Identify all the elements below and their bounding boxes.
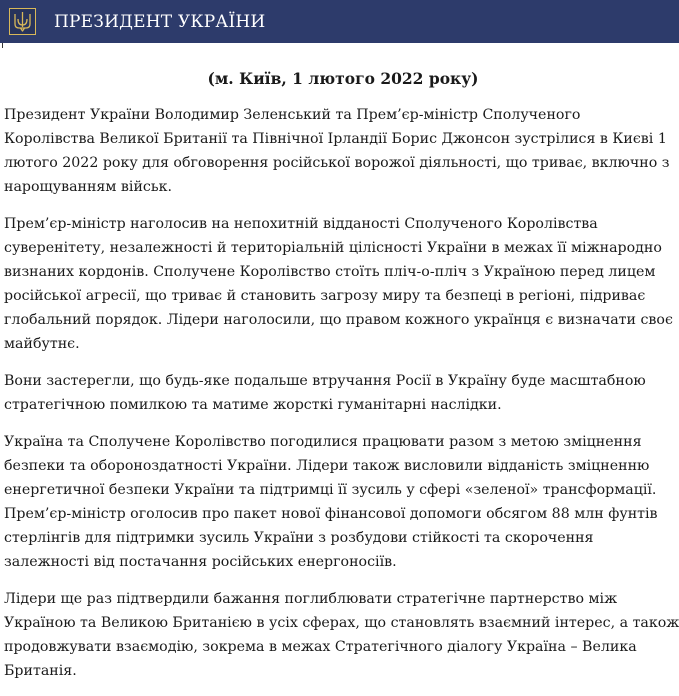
paragraph-line: Лідери ще раз підтвердили бажання поглиблювати стратегічне партнерство між [4,591,618,607]
paragraph-line: безпеки та обороноздатності України. Лідери також висловили відданість зміцненню [4,458,650,474]
paragraph-line: продовжувати взаємодію, зокрема в межах Стратегічного діалогу Україна – Велика [4,639,637,655]
paragraph-line: Вони застерегли, що будь-яке подальше втручання Росії в Україну буде масштабною [4,373,646,389]
paragraph-line: Президент України Володимир Зеленський та Прем’єр-міністр Сполученого [4,107,581,123]
article-date-line: (м. Київ, 1 лютого 2022 року) [207,69,479,88]
article-paragraph-2 [4,212,676,356]
paragraph-line: залежності від постачання російських енергоносіїв. [4,554,397,570]
paragraph-line: стерлінгів для підтримки зусиль України з розбудови стійкості та скорочення [4,530,594,546]
paragraph-line: стратегічною помилкою та матиме жорсткі гуманітарні наслідки. [4,397,502,413]
article-paragraph-4 [4,430,676,574]
trident-icon-graphic [13,11,32,32]
article-paragraph-3 [4,369,676,417]
paragraph-line: визнаних кордонів. Сполучене Королівство стоїть пліч-о-пліч з Україною перед лицем [4,264,656,280]
paragraph-line: Королівства Великої Британії та Північної Ірландії Борис Джонсон зустрілися в Києві 1 [4,131,667,147]
paragraph-line: Прем’єр-міністр наголосив на непохитній відданості Сполученого Королівства [4,216,598,232]
site-header [0,0,679,43]
paragraph-line: енергетичної безпеки України та підтримці її зусиль у сфері «зеленої» трансформації. [4,482,657,498]
paragraph-line: глобальний порядок. Лідери наголосили, що правом кожного українця є визначати своє [4,312,673,328]
trident-icon[interactable] [9,8,36,35]
divider [2,43,3,48]
paragraph-line: суверенітету, незалежності й територіальній цілісності України в межах її міжнародно [4,240,662,256]
paragraph-line: нарощуванням військ. [4,179,172,195]
article-paragraph-1 [4,103,676,199]
paragraph-line: російської агресії, що триває й становить загрозу миру та безпеці в регіоні, підриває [4,288,646,304]
paragraph-line: Британія. [4,663,77,679]
paragraph-line: Україною та Великою Британією в усіх сферах, що становлять взаємний інтерес, а також [4,615,679,631]
article-paragraph-5 [4,587,679,683]
site-title[interactable]: ПРЕЗИДЕНТ УКРАЇНИ [54,11,266,32]
paragraph-line: лютого 2022 року для обговорення російської ворожої діяльності, що триває, включно з [4,155,670,171]
paragraph-line: Прем’єр-міністр оголосив про пакет нової фінансової допомоги обсягом 88 млн фунтів [4,506,658,522]
article-body [4,67,679,696]
paragraph-line: Україна та Сполучене Королівство погодилися працювати разом з метою зміцнення [4,434,642,450]
paragraph-line: майбутнє. [4,336,80,352]
